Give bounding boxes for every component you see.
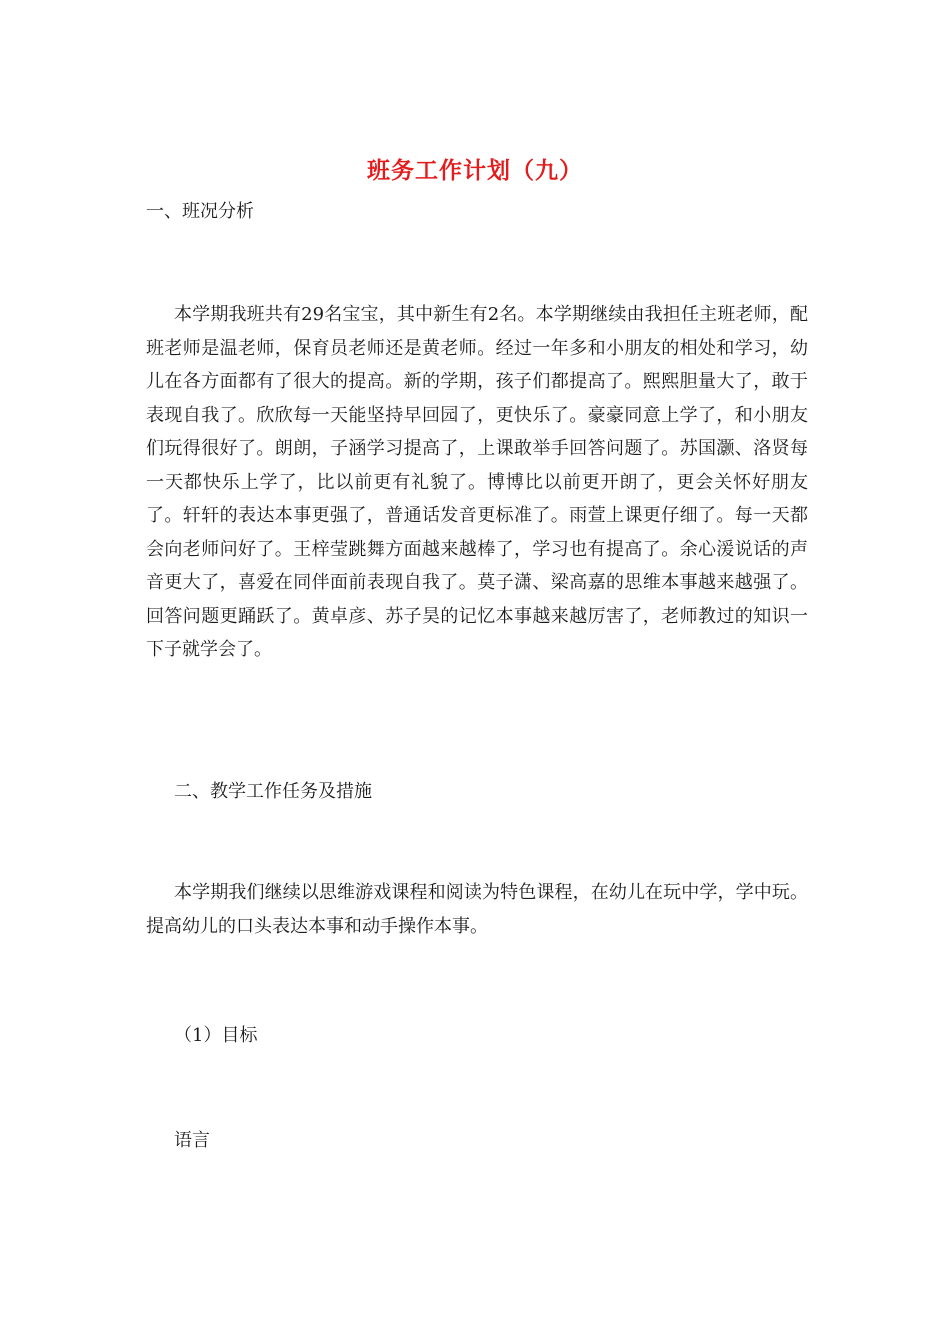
subsection-heading-language: 语言 bbox=[174, 1130, 210, 1151]
paragraph-teaching-tasks: 本学期我们继续以思维游戏课程和阅读为特色课程，在幼儿在玩中学，学中玩。提高幼儿的口头表达本事和动手操作本事。 bbox=[146, 882, 808, 937]
document-title: 班务工作计划（九） bbox=[367, 157, 583, 184]
paragraph-class-analysis: 本学期我班共有29名宝宝，其中新生有2名。本学期继续由我担任主班老师，配班老师是温老师，保育员老师还是黄老师。经过一年多和小朋友的相处和学习，幼儿在各方面都有了很大的提高。新的学期，孩子们都提高了。熙熙胆量大了，敢于表现自我了。欣欣每一天能坚持早回园了，更快乐了。豪豪同意上学了，和小朋友们玩得很好了。朗朗，子涵学习提高了，上课敢举手回答问题了。苏国灏、洛贤每一天都快乐上学了，比以前更有礼貌了。博博比以前更开朗了，更会关怀好朋友了。轩轩的表达本事更强了，普通话发音更标准了。雨萱上课更仔细了。每一天都会向老师问好了。王梓莹跳舞方面越来越棒了，学习也有提高了。余心湲说话的声音更大了，喜爱在同伴面前表现自我了。莫子潇、梁高嘉的思维本事越来越强了。回答问题更踊跃了。黄卓彦、苏子昊的记忆本事越来越厉害了，老师教过的知识一下子就学会了。 bbox=[146, 304, 808, 660]
subsection-heading-goals: （1）目标 bbox=[174, 1025, 258, 1046]
section-heading-class-analysis: 一、班况分析 bbox=[146, 201, 254, 222]
section-heading-teaching-tasks: 二、教学工作任务及措施 bbox=[174, 781, 372, 802]
